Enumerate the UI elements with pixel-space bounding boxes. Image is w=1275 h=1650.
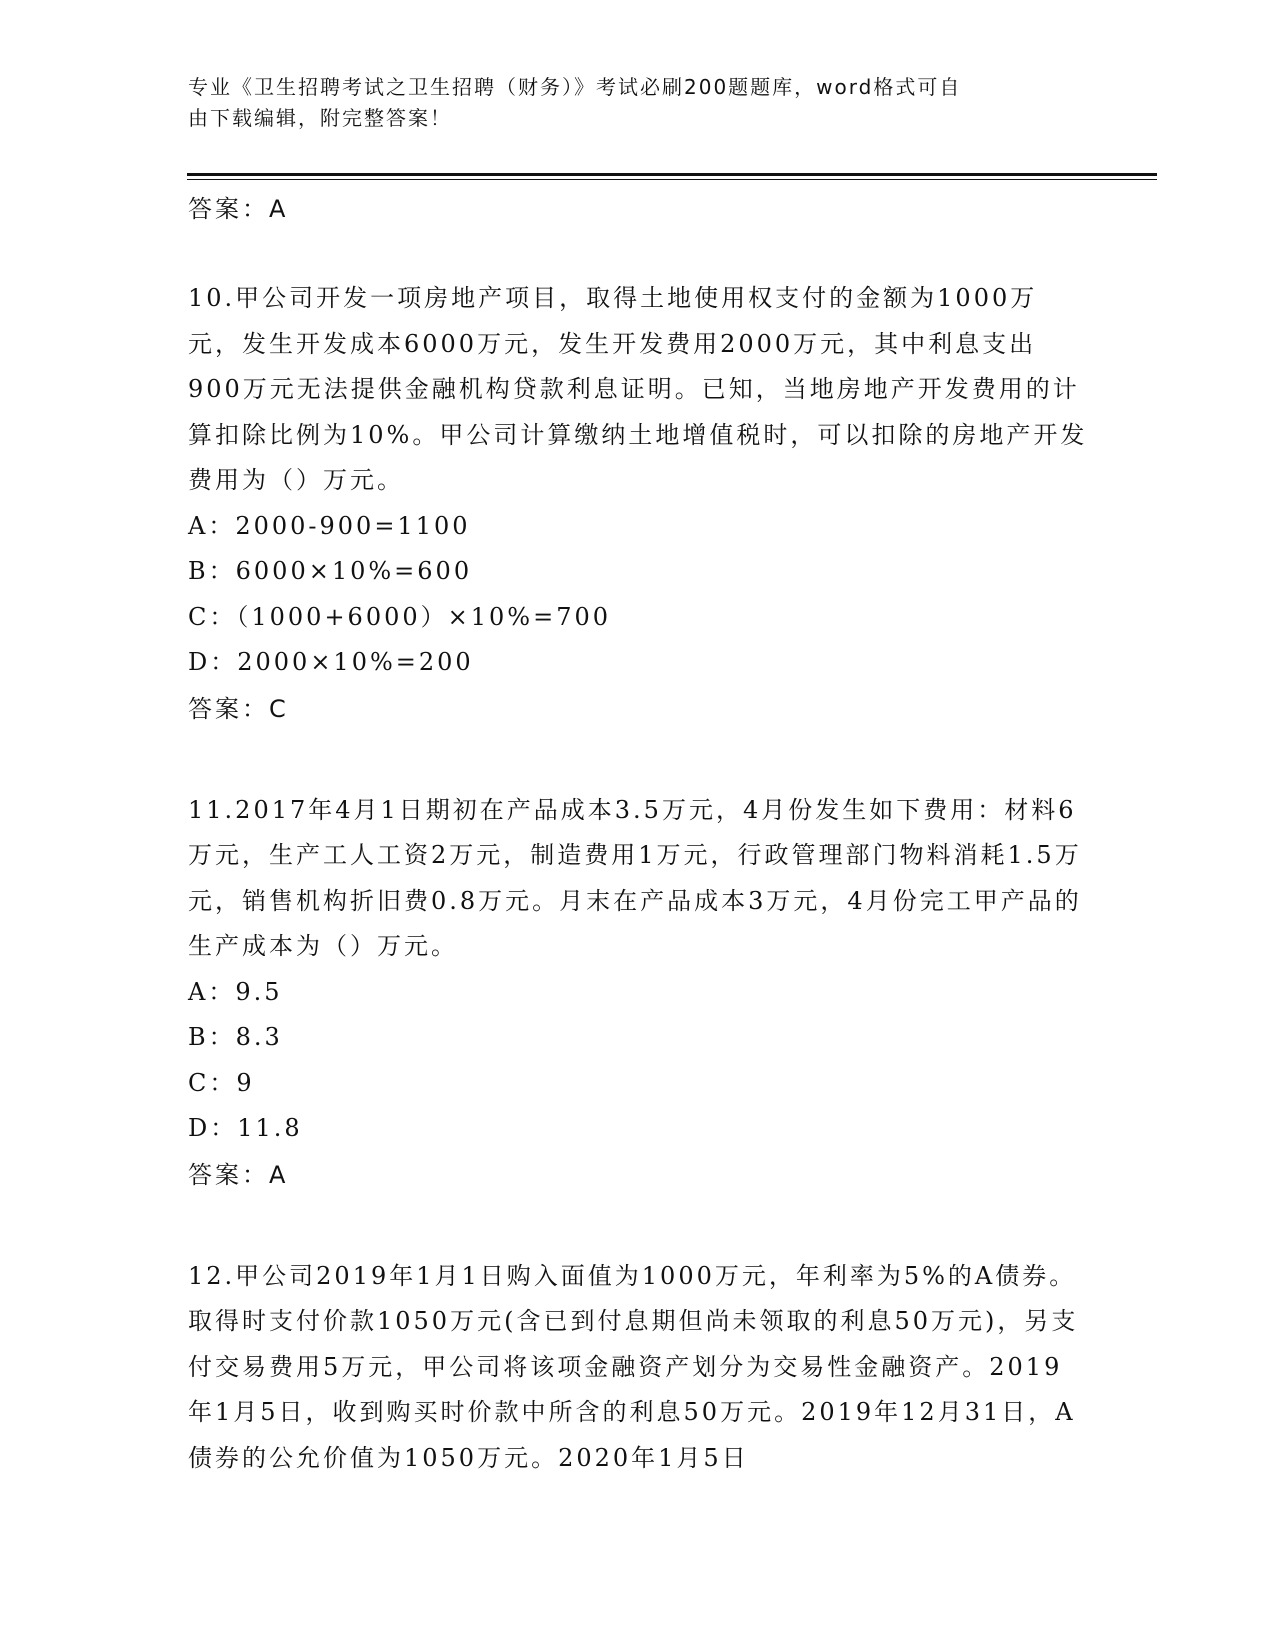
option-c: C：（1000+6000）×10%=700	[188, 602, 611, 631]
option-b: B：6000×10%=600	[188, 557, 473, 585]
option-a: A：9.5	[188, 977, 283, 1006]
question-block-10	[188, 276, 1088, 732]
question-text: 11.2017年4月1日期初在产品成本3.5万元，4月份发生如下费用：材料6万元，生产工人工资2万元，制造费用1万元，行政管理部门物料消耗1.5万元，销售机构折旧费0.8万元。月末在产品成本3万元，4月份完工甲产品的生产成本为（）万元。	[188, 795, 1082, 960]
header-line-2: 由下载编辑，附完整答案！	[188, 106, 452, 130]
question-block-11	[188, 788, 1088, 1198]
answer-line: 答案：A	[188, 1160, 289, 1189]
header-rule-thin	[187, 179, 1157, 180]
header-rule-thick	[187, 173, 1157, 176]
option-d: D：2000×10%=200	[188, 648, 474, 676]
answer-line: 答案：A	[188, 195, 289, 223]
document-header	[188, 72, 1078, 134]
option-b: B：8.3	[188, 1023, 283, 1051]
document-body	[188, 186, 1088, 1481]
question-text: 10.甲公司开发一项房地产项目，取得土地使用权支付的金额为1000万元，发生开发成本6000万元，发生开发费用2000万元，其中利息支出900万元无法提供金融机构贷款利息证明。已知，当地房地产开发费用的计算扣除比例为10%。甲公司计算缴纳土地增值税时，可以扣除的房地产开发费用为（）万元。	[188, 284, 1088, 494]
answer-line: 答案：C	[188, 694, 289, 723]
option-c: C：9	[188, 1068, 255, 1097]
question-block-12	[188, 1254, 1088, 1482]
header-line-1: 专业《卫生招聘考试之卫生招聘（财务）》考试必刷200题题库，word格式可自	[188, 75, 962, 99]
option-a: A：2000-900=1100	[188, 511, 471, 540]
option-d: D：11.8	[188, 1114, 303, 1142]
question-text: 12.甲公司2019年1月1日购入面值为1000万元，年利率为5%的A债券。取得时支付价款1050万元(含已到付息期但尚未领取的利息50万元)，另支付交易费用5万元，甲公司将该项金融资产划分为交易性金融资产。2019年1月5日，收到购买时价款中所含的利息50万元。2019年12月31日，A债券的公允价值为1050万元。2020年1月5日	[188, 1261, 1079, 1472]
